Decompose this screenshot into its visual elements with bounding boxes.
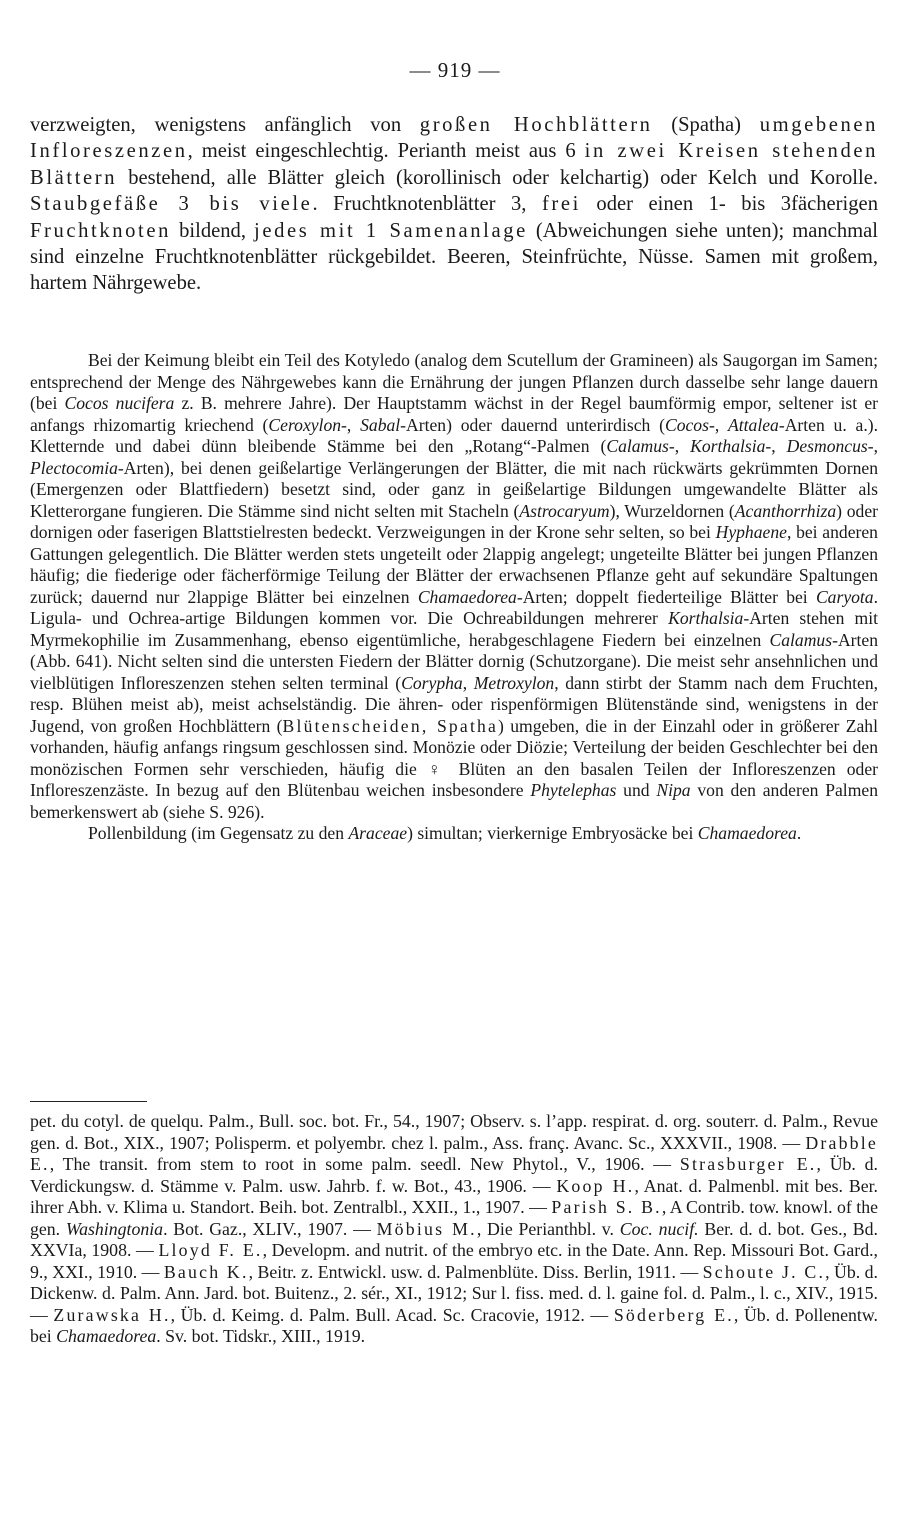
author-name: Drabble E. [30,1132,878,1174]
text-run: , Üb. d. Pollenentw. bei [30,1304,879,1346]
references-text [30,1111,878,1348]
text-run: , [674,436,691,456]
small-paragraph-1 [30,350,878,823]
italic-term: Corypha [401,672,463,693]
author-name: Bauch K. [163,1261,249,1282]
spaced-term: großen Hochblättern [419,114,653,136]
text-run: . [796,823,802,843]
text-run: ) simultan; vierkernige Embryosäcke bei [407,823,698,843]
text-run: , dann stirbt der Stamm nach dem Fruchten, resp. Blühen meist ab), meist achselständig. Die ähren- oder rispenförmigen Blütenstände sind, wenigstens in der Jugend, von großen Hochblättern ( [30,672,879,736]
text-run: , meist eingeschlechtig. Perianth meist aus 6 [187,140,585,163]
text-run: , Beitr. z. Entwickl. usw. d. Palmenblüte. Diss. Berlin, 1911. — [248,1261,703,1282]
author-name: Möbius M. [376,1218,477,1239]
text-run: und [616,780,657,800]
italic-term: Metroxylon [473,672,555,693]
text-run: von den anderen Palmen bemerkenswert ab (siehe S. 926). [30,780,878,822]
italic-term: Cocos- [664,414,715,435]
text-run: , bei anderen Gattungen gelegentlich. Die Blätter werden stets ungeteilt oder 2lappig angelegt; ungeteilte Blätter bei jungen Pflanzen häufig; die fiederige oder fächerförmige Teilung der Blätter der erwachsenen Pflanze geht auf sekundäre Spaltungen zurück; dauernd nur 2lappige Blätter bei einzelnen [30,522,878,607]
author-name: Koop H. [556,1175,635,1196]
spaced-term: Fruchtknoten [30,219,172,242]
italic-term: Acanthorrhiza [734,500,837,521]
text-run: (Abweichungen siehe unten); manchmal sind einzelne Fruchtknotenblätter rückgebildet. Beeren, Steinfrüchte, Nüsse. Samen mit großem, hartem Nährgewebe. [30,219,878,295]
text-run: Arten stehen mit Myrmekophilie im Zusammenhang, ebenso eigentümliche, herabgeschlagene Fiedern bei einzelnen [30,608,878,650]
text-run: z. B. mehrere Jahre). Der Hauptstamm wächst in der Regel baumförmig empor, seltener ist er anfangs rhizomartig kriechend ( [30,393,878,435]
text-run: , A Contrib. tow. knowl. of the gen. [30,1197,879,1239]
text-run: bestehend, alle Blätter gleich (korollinisch oder kelchartig) oder Kelch und Korolle. [117,166,878,189]
italic-term: Chamaedorea- [417,586,523,607]
text-run: , Die Perianthbl. v. [476,1218,620,1239]
references-section [30,1111,878,1348]
footnote-rule [30,1101,147,1102]
text-run: Arten u. a.). Kletternde und dabei dünn bleibende Stämme bei den „Rotang“-Palmen ( [30,414,879,456]
author-name: Strasburger E. [679,1154,817,1174]
italic-term: Caryota [815,586,874,607]
italic-term: Korthalsia- [690,436,772,456]
spaced-term: jedes mit 1 Samenanlage [254,219,528,242]
italic-term: Phytelephas [530,780,617,800]
text-run: . Bot. Gaz., XLIV., 1907. — [163,1218,377,1239]
author-name: Lloyd F. E. [158,1240,263,1260]
spaced-term: umgebenen Infloreszenzen [30,114,879,163]
text-run: Arten (Abb. 641). Nicht selten sind die untersten Fiedern der Blätter dornig (Schutzorgane). Die meist sehr ansehnlichen und vielblütigen Infloreszenzen stehen selten terminal ( [30,629,878,693]
main-text [30,112,878,297]
text-run: , Üb. d. Dickenw. d. Palm. Ann. Jard. bot. Buitenz., 2. sér., XI., 1912; Sur l. fiss. med. d. l. gaine fol. d. Palm., l. c., XIV., 1915. — [30,1261,878,1325]
author-name: Parish S. B. [551,1197,662,1217]
author-name: Zurawska H. [53,1304,171,1325]
text-run: Pollenbildung (im Gegensatz zu den [88,823,349,843]
italic-term: Plectocomia- [30,457,124,478]
italic-term: Coc. nucif. [619,1218,699,1239]
italic-term: Hyphaene [715,522,787,542]
text-run: Arten; doppelt fiederteilige Blätter bei [522,586,816,607]
text-run: (Spatha) [652,114,760,136]
italic-term: Attalea- [728,414,785,435]
text-run: pet. du cotyl. de quelqu. Palm., Bull. soc. bot. Fr., 54., 1907; Observ. s. l’app. respirat. d. org. souterr. d. Palm., Revue gen. d. Bot., XIX., 1907; Polisperm. et polyembr. chez l. palm., Ass. franç. Avanc. Sc., XXXVII., 1908. — [30,1111,878,1153]
text-run: Ber. d. d. bot. Ges., Bd. XXVIa, 1908. — [30,1218,878,1260]
spaced-term: Blütenscheiden, Spatha [282,715,499,736]
text-run: verzweigten, wenigstens anfänglich von [30,114,420,136]
page-number: — 919 — [409,58,501,82]
text-run: , Üb. d. Verdickungsw. d. Stämme v. Palm. usw. Jahrb. f. w. Bot., 43., 1906. — [30,1154,879,1196]
italic-term: Calamus- [606,436,675,456]
italic-term: Chamaedorea [697,823,797,843]
italic-term: Sabal- [360,414,407,435]
text-run: . Ligula- und Ochrea-artige Bildungen kommen vor. Die Ochreabildungen mehrerer [30,586,879,628]
italic-term: Cocos nucifera [64,393,175,413]
author-name: Söderberg E. [613,1304,734,1325]
text-run: , [462,672,474,693]
text-run: oder einen 1- bis 3fächerigen [580,193,878,216]
spaced-term: Staubgefäße 3 bis viele [30,193,313,216]
text-run: Arten), bei denen geißelartige Verlängerungen der Blätter, die mit nach rückwärts gekrümmten Dornen (Emergenzen oder Blattfiedern) besetzt sind, oder ganz in geißelartige Bildungen umgewandelte Blätter als Kletterorgane fungieren. Die Stämme sind nicht selten mit Stacheln ( [30,457,878,521]
italic-term: Astrocaryum [519,500,610,521]
text-run: , Anat. d. Palmenbl. mit bes. Ber. ihrer Abh. v. Klima u. Standort. Beih. bot. Zentralbl., XXII., 1., 1907. — [30,1175,878,1217]
text-run: . Fruchtknotenblätter 3, [312,193,542,216]
italic-term: Araceae [348,823,408,843]
author-name: Schoute J. C. [702,1261,826,1282]
text-run: , [873,436,879,456]
text-run: , [346,414,361,435]
small-print-section [30,350,878,845]
text-run: bildend, [171,219,255,242]
italic-term: Chamaedorea [56,1326,157,1346]
main-paragraph [30,112,878,297]
spaced-term: frei [541,193,581,216]
italic-term: Calamus- [769,629,838,650]
italic-term: Washingtonia [65,1218,164,1239]
text-run: Arten) oder dauernd unterirdisch ( [406,414,665,435]
small-paragraph-2 [30,823,878,845]
italic-term: Ceroxylon- [268,414,347,435]
italic-term: Nipa [656,780,691,800]
text-run: ) umgeben, die in der Einzahl oder in größerer Zahl vorhanden, häufig anfangs ringsum geschlossen sind. Monözie oder Diözie; Verteilung der beiden Geschlechter bei den monözischen Formen sehr verschieden, häufig die ♀ Blüten an den basalen Teilen der Infloreszenzen oder Infloreszenzäste. In bezug auf den Blütenbau weichen insbesondere [30,715,878,800]
italic-term: Korthalsia- [668,608,750,628]
text-run: . Sv. bot. Tidskr., XIII., 1919. [156,1326,366,1346]
spaced-term: in zwei Kreisen stehenden Blättern [30,140,878,189]
text-run: , Üb. d. Keimg. d. Palm. Bull. Acad. Sc. Cracovie, 1912. — [170,1304,614,1325]
text-run: , [714,414,729,435]
italic-term: Desmoncus- [786,436,874,456]
text-run: ) oder dornigen oder faserigen Blattstielresten bedeckt. Verzweigungen in der Krone sehr selten, so bei [30,500,878,542]
text-run: ), Wurzeldornen ( [609,500,735,521]
text-run: , The transit. from stem to root in some palm. seedl. New Phytol., V., 1906. — [49,1154,680,1174]
text-run: , [771,436,787,456]
text-run: , Developm. and nutrit. of the embryo etc. in the Date. Ann. Rep. Missouri Bot. Gard., 9., XXI., 1910. — [30,1240,878,1282]
text-run: Bei der Keimung bleibt ein Teil des Kotyledo (analog dem Scutellum der Gramineen) als Saugorgan im Samen; entsprechend der Menge des Nährgewebes kann die Ernährung der jungen Pflanzen durch dasselbe sehr lange dauern (bei [30,350,878,413]
